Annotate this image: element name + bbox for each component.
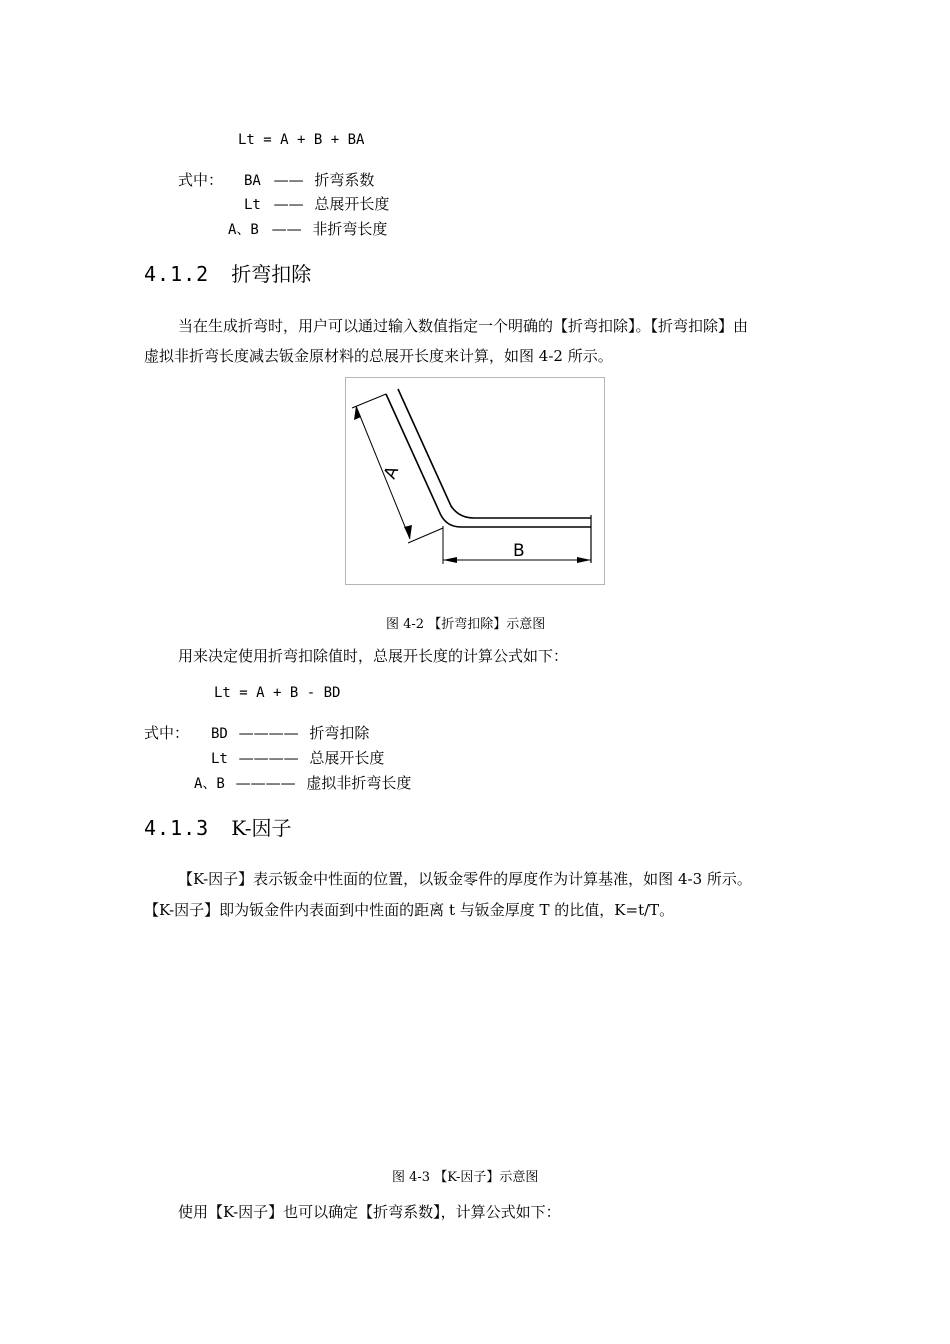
section-number: 4.1.3 [144,816,210,840]
sheet-outer-edge [398,389,591,518]
legend-dash: —— [271,220,302,238]
figure-label-b: B [513,541,525,561]
arrow-a-bottom [404,525,412,539]
figure-4-2-drawing [346,378,604,584]
legend2-row-ab [194,772,411,793]
legend-symbol: BA [244,173,261,189]
legend-dash: ———— [238,749,299,767]
legend-dash: ———— [238,724,299,742]
legend-desc: 非折弯长度 [312,220,388,238]
legend-symbol: A、B [194,776,225,792]
formula-bend-allowance: Lt = A + B + BA [238,132,365,148]
legend2-prefix: 式中： [144,724,190,742]
paragraph-k-factor-formula-intro: 使用【K-因子】也可以确定【折弯系数】，计算公式如下： [178,1203,561,1221]
section-title: 折弯扣除 [231,262,312,286]
legend-dash: —— [273,171,304,189]
paragraph-413-line1: 【K-因子】表示钣金中性面的位置，以钣金零件的厚度作为计算基准，如图 4-3 所示。 [178,870,752,888]
paragraph-413-line2: 【K-因子】即为钣金件内表面到中性面的距离 t 与钣金厚度 T 的比值，K=t/T。 [144,901,675,919]
legend-symbol: A、B [228,222,259,238]
formula-bend-deduction: Lt = A + B - BD [214,685,341,701]
paragraph-412-line2: 虚拟非折弯长度减去钣金原材料的总展开长度来计算，如图 4-2 所示。 [144,347,613,365]
legend-desc: 折弯系数 [314,171,375,189]
arrow-a-top [354,406,361,420]
legend1-row-lt [244,193,389,214]
figure-4-3-caption: 图 4-3 【K-因子】示意图 [392,1170,539,1185]
legend1-row-ba [244,169,374,190]
legend-desc: 总展开长度 [309,749,385,767]
paragraph-bd-intro: 用来决定使用折弯扣除值时，总展开长度的计算公式如下： [178,647,569,665]
section-heading-4-1-3 [144,812,291,841]
legend-symbol: BD [211,726,228,742]
figure-label-a: A [380,463,404,482]
legend1-row-ab [228,218,387,239]
figure-4-2-caption: 图 4-2 【折弯扣除】示意图 [386,617,546,632]
arrow-b-left [443,557,457,563]
extension-line-a-top [352,394,386,408]
legend-dash: ———— [235,774,296,792]
legend1-prefix: 式中： [178,171,224,189]
section-number: 4.1.2 [144,262,210,286]
legend-desc: 虚拟非折弯长度 [306,774,412,792]
section-title: K-因子 [231,816,292,840]
figure-4-3-area [144,935,806,1155]
legend2-row-lt [211,747,384,768]
legend-desc: 折弯扣除 [309,724,370,742]
figure-4-2-bend-deduction [345,377,605,585]
arrow-b-right [577,557,591,563]
paragraph-412-line1: 当在生成折弯时，用户可以通过输入数值指定一个明确的【折弯扣除】。【折弯扣除】由 [178,317,749,335]
legend2-row-bd [211,722,369,743]
legend-dash: —— [273,195,304,213]
section-heading-4-1-2 [144,258,311,287]
extension-line-a-bottom [408,528,443,543]
legend-symbol: Lt [211,751,228,767]
legend-symbol: Lt [244,197,261,213]
legend-desc: 总展开长度 [314,195,390,213]
sheet-inner-edge [386,394,591,527]
